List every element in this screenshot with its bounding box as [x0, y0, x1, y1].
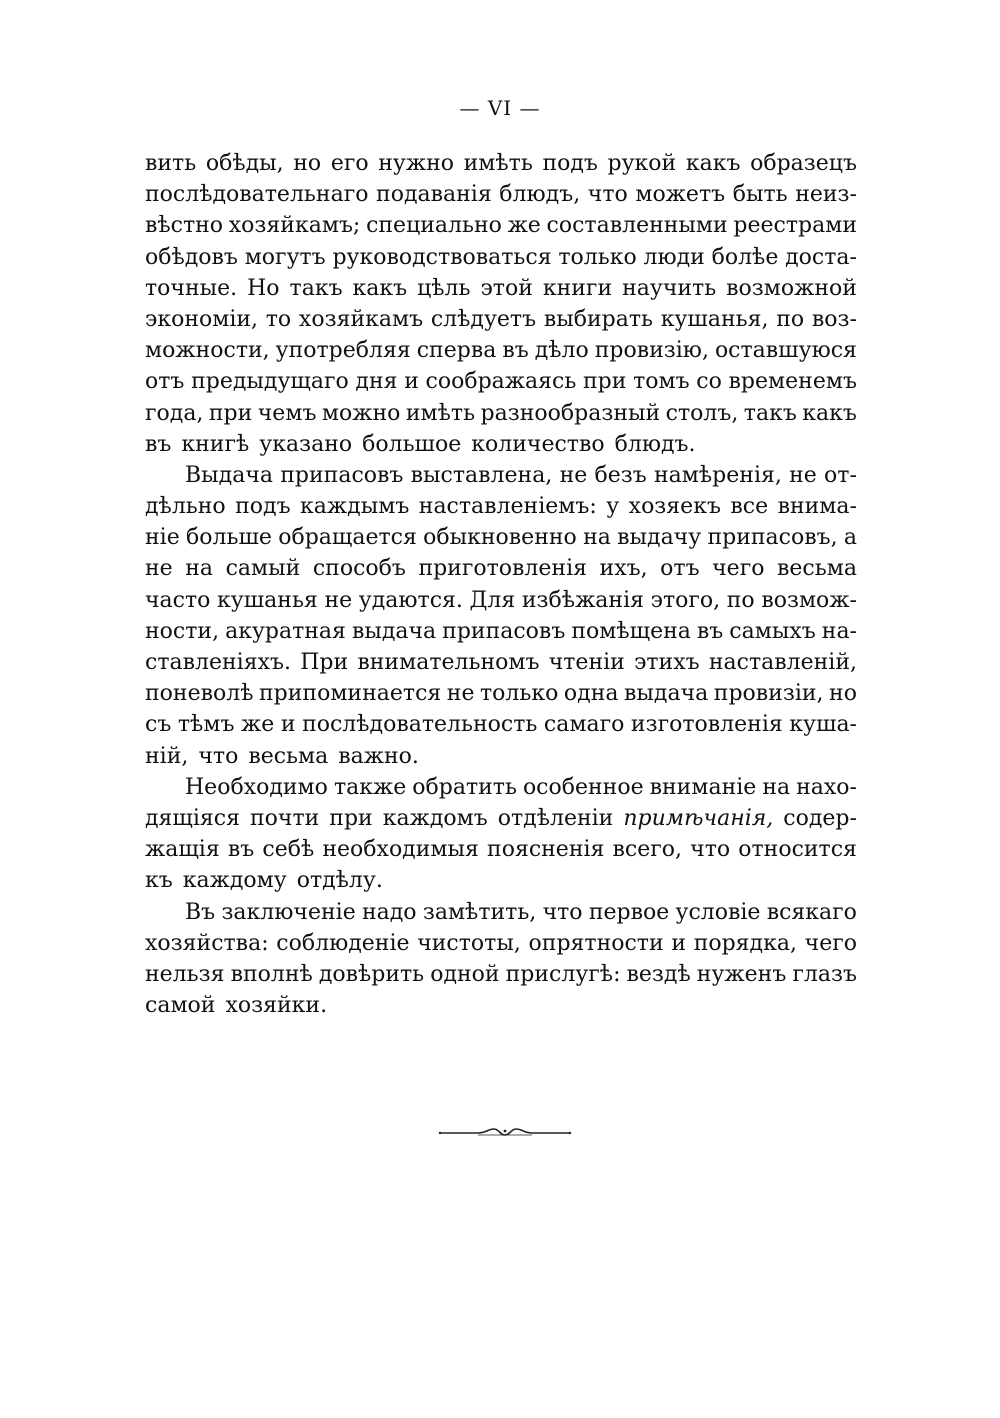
text-line: послѣдовательнаго подаванія блюдъ, что можетъ быть неиз-	[145, 182, 857, 208]
text-line: самой хозяйки.	[145, 993, 328, 1019]
text-line: къ каждому отдѣлу.	[145, 868, 383, 894]
text-line: въ книгѣ указано большое количество блюдъ.	[145, 431, 696, 457]
paragraph	[145, 148, 857, 460]
decorative-flourish-icon	[438, 1126, 572, 1140]
paragraph	[145, 460, 857, 772]
text-line: вить обѣды, но его нужно имѣть подъ рукой какъ образецъ	[145, 151, 857, 176]
text-line: точные. Но такъ какъ цѣль этой книги научить возможной	[145, 275, 857, 301]
text-line: ности, акуратная выдача припасовъ помѣщена въ самыхъ на-	[145, 618, 857, 644]
text-line: дящіяся почти при каждомъ отдѣленіи примѣчанія, содер-	[145, 805, 857, 831]
text-line: Выдача припасовъ выставлена, не безъ намѣренія, не от-	[185, 462, 857, 488]
text-line: часто кушанья не удаются. Для избѣжанія этого, по возмож-	[145, 587, 857, 613]
text-line: ставленіяхъ. При внимательномъ чтеніи этихъ наставленій,	[145, 650, 857, 675]
body-text	[145, 148, 857, 1021]
text-line: хозяйства: соблюденіе чистоты, опрятности и порядка, чего	[145, 930, 857, 956]
text-line: можности, употребляя сперва въ дѣло провизію, оставшуюся	[145, 338, 857, 364]
text-line: ніе больше обращается обыкновенно на выдачу припасовъ, а	[145, 525, 857, 551]
text-line: вѣстно хозяйкамъ; специально же составленными реестрами	[145, 213, 857, 239]
text-line: поневолѣ припоминается не только одна выдача провизіи, но	[145, 681, 857, 707]
text-line: Въ заключеніе надо замѣтить, что первое условіе всякаго	[185, 899, 857, 925]
text-line: экономіи, то хозяйкамъ слѣдуетъ выбирать кушанья, по воз-	[145, 306, 857, 332]
paragraph	[145, 897, 857, 1022]
text-line: жащія въ себѣ необходимыя поясненія всего, что относится	[145, 837, 857, 863]
text-line: нельзя вполнѣ довѣрить одной прислугѣ: вездѣ нуженъ глазъ	[145, 961, 857, 987]
text-line: съ тѣмъ же и послѣдовательность самаго изготовленія куша-	[145, 712, 857, 738]
text-line: отъ предыдущаго дня и соображаясь при томъ со временемъ	[145, 369, 857, 395]
paragraph	[145, 772, 857, 897]
page-number: — VI —	[459, 96, 541, 120]
text-line: не на самый способъ приготовленія ихъ, отъ чего весьма	[145, 556, 857, 582]
text-line: дѣльно подъ каждымъ наставленіемъ: у хозяекъ все внима-	[145, 494, 857, 520]
text-line: Необходимо также обратить особенное вниманіе на нахо-	[185, 774, 857, 800]
text-line: ній, что весьма важно.	[145, 743, 419, 769]
text-line: обѣдовъ могутъ руководствоваться только люди болѣе доста-	[145, 244, 857, 270]
text-line: года, при чемъ можно имѣть разнообразный столъ, такъ какъ	[145, 400, 857, 426]
